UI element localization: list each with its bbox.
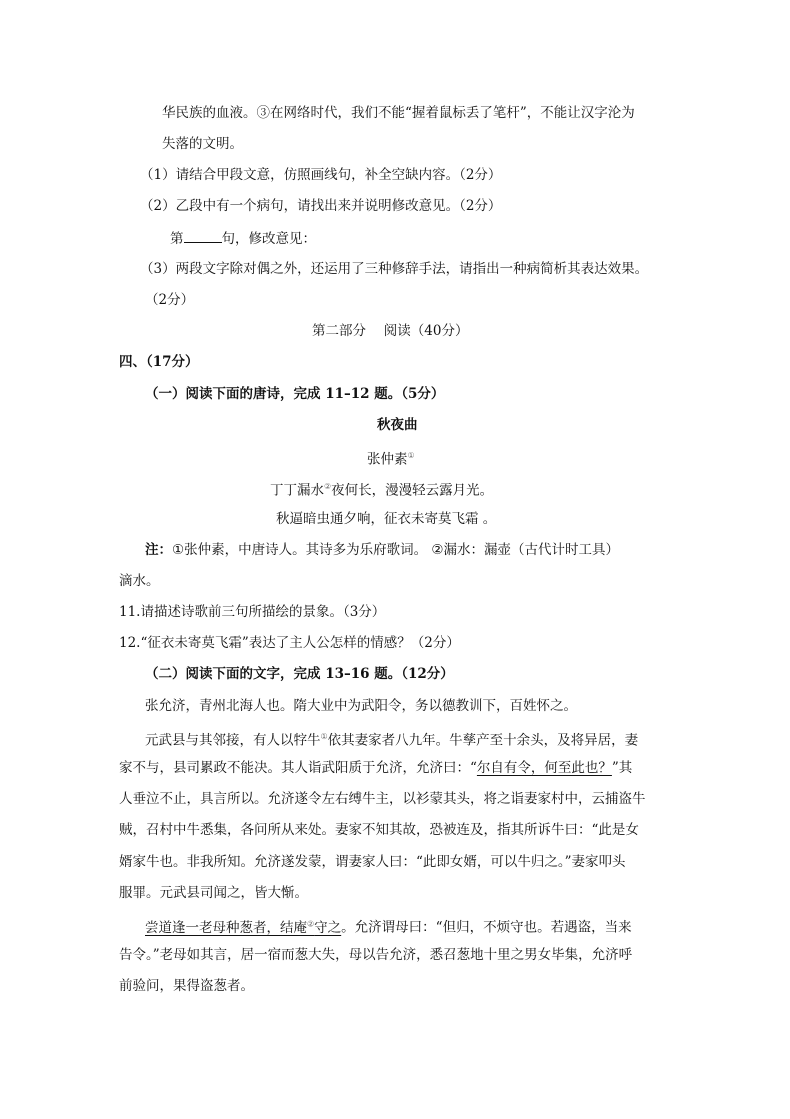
prose-text: 。允济谓母曰：“但归，不烦守也。若遇盗，当来 xyxy=(341,919,632,936)
prose-text: 家不与，县司累政不能决。其人诣武阳质于允济，允济曰：“ xyxy=(119,760,477,776)
prose-line: 婿家牛也。非我所知。允济遂发蒙，谓妻家人曰：“此即女婿，可以牛归之。”妻家叩头 xyxy=(119,854,626,870)
poem-note-cont: 滴水。 xyxy=(119,573,160,589)
question-2-answer-line xyxy=(170,228,316,249)
question-3-score: （2分） xyxy=(145,292,195,308)
prose-text: ”其 xyxy=(611,760,633,776)
question-1: （1）请结合甲段文意，仿照画线句，补全空缺内容。（2分） xyxy=(140,167,502,183)
prose-line xyxy=(119,758,632,778)
answer-prefix: 第 xyxy=(170,231,184,247)
subsection-heading: （二）阅读下面的文字，完成 13–16 题。（12分） xyxy=(145,666,454,682)
prose-text: 尝道逢一老母种葱者，结庵 xyxy=(145,919,307,936)
prose-line: 前验问，果得盗葱者。 xyxy=(119,978,254,994)
note-marker: ② xyxy=(324,482,332,491)
prose-line: 张允济，青州北海人也。隋大业中为武阳令，务以德教训下，百姓怀之。 xyxy=(145,698,577,714)
prose-line: 贼，召村中牛悉集，各问所从来处。妻家不知其故，恐被连及，指其所诉牛曰：“此是女 xyxy=(119,822,639,838)
prose-text: 依其妻家者八九年。牛孳产至十余头，及将异居，妻 xyxy=(327,732,639,749)
poem-title: 秋夜曲 xyxy=(377,417,418,433)
section-heading: 四、（17分） xyxy=(119,354,199,370)
subsection-heading: （一）阅读下面的唐诗，完成 11–12 题。（5分） xyxy=(145,386,445,402)
question-2: （2）乙段中有一个病句，请找出来并说明修改意见。（2分） xyxy=(140,198,502,214)
poem-author xyxy=(367,446,415,470)
prose-line: 告令。”老母如其言，居一宿而葱大失，母以告允济，悉召葱地十里之男女毕集，允济呼 xyxy=(119,947,633,963)
underlined-sentence xyxy=(145,920,341,936)
poem-line xyxy=(270,477,493,501)
poem-text: 夜何长，漫漫轻云露月光。 xyxy=(331,482,494,499)
prose-line: 人垂泣不止，具言所以。允济遂令左右缚牛主，以衫蒙其头，将之诣妻家村中，云捕盗牛 xyxy=(119,791,646,807)
note-text: ①张仲素，中唐诗人。其诗多为乐府歌词。 ②漏水：漏壶（古代计时工具） xyxy=(172,542,619,558)
text-line: 华民族的血液。③在网络时代，我们不能“握着鼠标丢了笔杆”，不能让汉字沦为 xyxy=(162,105,635,121)
poem-author-name: 张仲素 xyxy=(367,451,408,468)
prose-line xyxy=(145,727,638,751)
poem-line: 秋逼暗虫通夕响，征衣未寄莫飞霜 。 xyxy=(276,511,497,527)
question-3: （3）两段文字除对偶之外，还运用了三种修辞手法，请指出一种病简析其表达效果。 xyxy=(140,261,649,277)
prose-text: 元武县与其邻接，有人以牸牛 xyxy=(145,732,321,749)
answer-suffix: 句，修改意见： xyxy=(221,231,316,247)
note-marker: ① xyxy=(320,732,328,741)
note-marker: ② xyxy=(307,919,315,928)
prose-line xyxy=(145,914,632,938)
answer-blank xyxy=(184,228,222,243)
question-12: 12.“征衣未寄莫飞霜”表达了主人公怎样的情感？（2分） xyxy=(119,635,460,651)
note-marker: ① xyxy=(407,451,415,460)
prose-line: 服罪。元武县司闻之，皆大惭。 xyxy=(119,885,308,901)
poem-text: 丁丁漏水 xyxy=(270,482,324,499)
text-line: 失落的文明。 xyxy=(162,136,243,152)
note-label: 注： xyxy=(145,542,172,558)
question-11: 11.请描述诗歌前三句所描绘的景象。（3分） xyxy=(119,604,386,620)
prose-text: 守之 xyxy=(314,919,342,936)
poem-note xyxy=(145,540,619,560)
underlined-sentence: 尔自有令，何至此也？ xyxy=(476,760,612,776)
part-heading: 第二部分 阅读（40分） xyxy=(312,323,469,339)
